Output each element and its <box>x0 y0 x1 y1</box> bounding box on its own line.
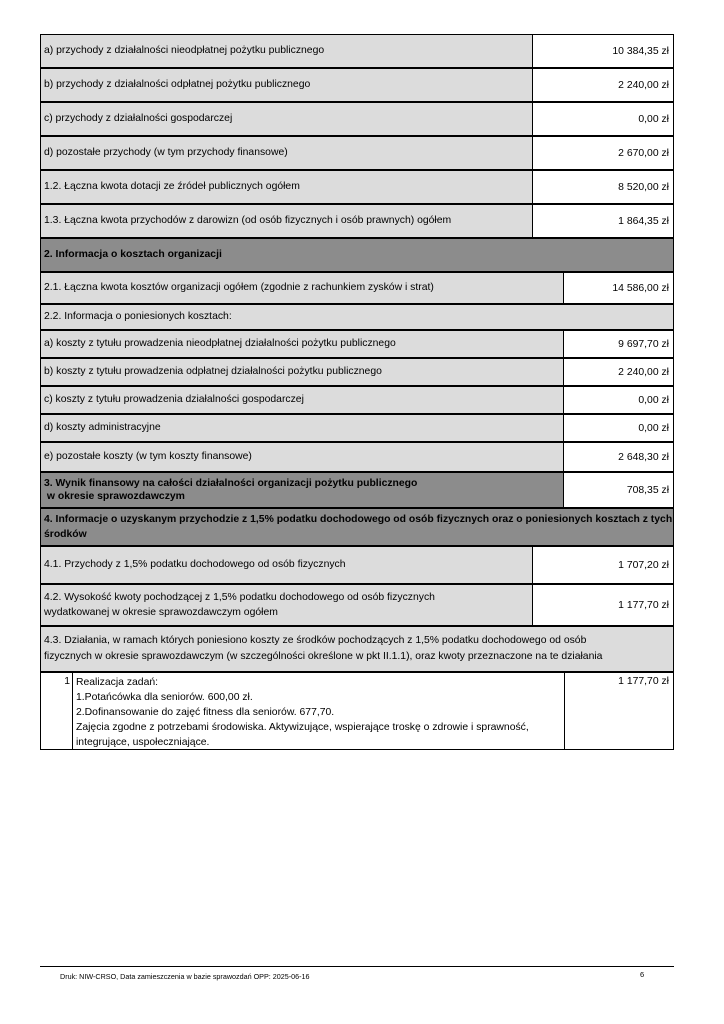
row-value: 2 240,00 zł <box>532 69 673 101</box>
row-label: 4.1. Przychody z 1,5% podatku dochodowego od osób fizycznych <box>41 547 534 583</box>
costs-info-label: 2.2. Informacja o poniesionych kosztach: <box>41 305 673 329</box>
row-label: d) pozostałe przychody (w tym przychody finansowe) <box>41 137 534 169</box>
activity-row <box>40 672 674 750</box>
row-cost-admin <box>40 414 674 442</box>
section-4-title <box>41 509 673 545</box>
row-value: 1 864,35 zł <box>532 205 673 237</box>
row-label <box>41 585 534 625</box>
section-3-value: 708,35 zł <box>563 473 673 507</box>
row-value: 1 707,20 zł <box>532 547 673 583</box>
activity-number: 1 <box>64 676 70 687</box>
section-4-line1: 4. Informacje o uzyskanym przychodzie z 1,5% podatku dochodowego od osób fizycznych oraz o poniesionych kosztach z tych <box>44 514 673 525</box>
row-label: b) przychody z działalności odpłatnej pożytku publicznego <box>41 69 534 101</box>
activity-line: integrujące, uspołeczniające. <box>76 737 210 748</box>
row-value: 2 648,30 zł <box>563 443 673 471</box>
row-activities-header <box>40 626 674 672</box>
section-4-line2: środków <box>44 529 87 540</box>
row-public-grants <box>40 170 674 204</box>
row-cost-economic <box>40 386 674 414</box>
row-value: 10 384,35 zł <box>532 35 673 67</box>
row-label: a) przychody z działalności nieodpłatnej pożytku publicznego <box>41 35 534 67</box>
row-label: 2.1. Łączna kwota kosztów organizacji ogółem (zgodnie z rachunkiem zysków i strat) <box>41 273 565 303</box>
activity-line: 1.Potańcówka dla seniorów. 600,00 zł. <box>76 692 253 703</box>
activity-value: 1 177,70 zł <box>564 673 673 749</box>
footer-divider <box>40 966 674 967</box>
row-label: e) pozostałe koszty (w tym koszty finansowe) <box>41 443 565 471</box>
row-donations <box>40 204 674 238</box>
row-total-costs <box>40 272 674 304</box>
footer-print-info: Druk: NIW-CRSO, Data zamieszczenia w bazie sprawozdań OPP: 2025-06-16 <box>60 972 310 981</box>
activity-line: Zajęcia zgodne z potrzebami środowiska. Aktywizujące, wspierające troskę o zdrowie i sprawność, <box>76 722 529 733</box>
row-value: 0,00 zł <box>532 103 673 135</box>
row-cost-other <box>40 442 674 472</box>
row-4-3-line1: 4.3. Działania, w ramach których poniesiono koszty ze środków pochodzących z 1,5% podatku dochodowego od osób <box>44 635 587 646</box>
row-tax-income <box>40 546 674 584</box>
row-value: 0,00 zł <box>563 387 673 413</box>
section-2-title: 2. Informacja o kosztach organizacji <box>41 239 673 271</box>
row-4-3-line2: fizycznych w okresie sprawozdawczym (w szczególności określone w pkt II.1.1), oraz kwoty przeznaczone na te działania <box>44 651 603 662</box>
row-value: 2 670,00 zł <box>532 137 673 169</box>
row-costs-info <box>40 304 674 330</box>
section-3-result <box>40 472 674 508</box>
activity-line: Realizacja zadań: <box>76 677 159 688</box>
row-4-2-line2: wydatkowanej w okresie sprawozdawczym ogółem <box>44 607 278 618</box>
row-label: c) przychody z działalności gospodarczej <box>41 103 534 135</box>
row-value: 8 520,00 zł <box>532 171 673 203</box>
row-income-paid <box>40 68 674 102</box>
row-label: b) koszty z tytułu prowadzenia odpłatnej działalności pożytku publicznego <box>41 359 565 385</box>
row-value: 14 586,00 zł <box>563 273 673 303</box>
row-value: 0,00 zł <box>563 415 673 441</box>
row-income-free <box>40 34 674 68</box>
row-value: 1 177,70 zł <box>532 585 673 625</box>
row-label: c) koszty z tytułu prowadzenia działalności gospodarczej <box>41 387 565 413</box>
row-income-other <box>40 136 674 170</box>
row-label: d) koszty administracyjne <box>41 415 565 441</box>
row-label: 1.2. Łączna kwota dotacji ze źródeł publicznych ogółem <box>41 171 534 203</box>
row-label: a) koszty z tytułu prowadzenia nieodpłatnej działalności pożytku publicznego <box>41 331 565 357</box>
section-3-line2: w okresie sprawozdawczym <box>44 491 185 502</box>
row-value: 2 240,00 zł <box>563 359 673 385</box>
row-label: 1.3. Łączna kwota przychodów z darowizn (od osób fizycznych i osób prawnych) ogółem <box>41 205 534 237</box>
section-4-header <box>40 508 674 546</box>
row-tax-spent <box>40 584 674 626</box>
row-cost-free <box>40 330 674 358</box>
activity-description <box>72 673 564 749</box>
section-2-header <box>40 238 674 272</box>
row-value: 9 697,70 zł <box>563 331 673 357</box>
activities-header-label <box>41 627 673 671</box>
row-4-2-line1: 4.2. Wysokość kwoty pochodzącej z 1,5% podatku dochodowego od osób fizycznych <box>44 592 435 603</box>
section-3-line1: 3. Wynik finansowy na całości działalności organizacji pożytku publicznego <box>44 478 418 489</box>
row-income-economic <box>40 102 674 136</box>
activity-line: 2.Dofinansowanie do zajęć fitness dla seniorów. 677,70. <box>76 707 335 718</box>
page-number: 6 <box>640 970 645 979</box>
section-3-label <box>41 473 565 507</box>
row-cost-paid <box>40 358 674 386</box>
